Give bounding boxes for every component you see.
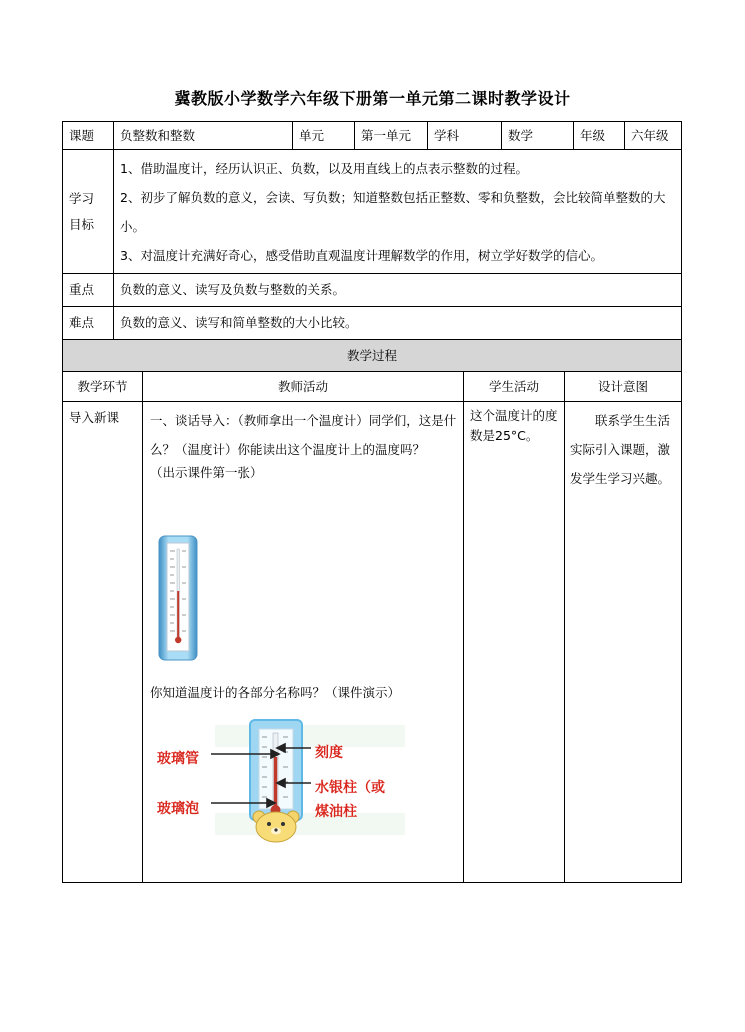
teacher-line: （出示课件第一张） [150, 465, 263, 480]
column-header-text: 教师活动 [277, 378, 328, 394]
subject-label-cell [427, 121, 502, 150]
goals-label-line2: 目标 [69, 216, 95, 232]
topic-label-cell [62, 121, 114, 150]
key-point-value-cell [113, 273, 682, 307]
student-text: 这个温度计的度数是25°C。 [470, 408, 558, 443]
topic-value-cell [113, 121, 293, 150]
column-header-text: 学生活动 [488, 378, 539, 394]
goal-item: 1、借助温度计，经历认识正、负数，以及用直线上的点表示整数的过程。 [120, 161, 528, 176]
unit-label-cell [292, 121, 355, 150]
goals-label-line1: 学习 [69, 190, 95, 206]
grade-value-cell [624, 121, 682, 150]
thermometer-image [158, 535, 198, 661]
difficult-point-value-cell [113, 306, 682, 340]
key-point-label-cell [62, 273, 114, 307]
subject-value: 数学 [508, 127, 534, 143]
column-header-text: 教学环节 [77, 378, 128, 394]
goals-label-cell [62, 149, 114, 274]
page-title: 冀教版小学数学六年级下册第一单元第二课时教学设计 [174, 89, 571, 108]
goal-item: 3、对温度计充满好奇心，感受借助直观温度计理解数学的作用，树立学好数学的信心。 [120, 248, 603, 263]
column-header-stage [62, 371, 143, 402]
column-header-student [463, 371, 565, 402]
teacher-line: 你知道温度计的各部分名称吗？（课件演示） [150, 685, 401, 700]
teacher-activity-cell [142, 401, 464, 883]
student-activity-cell [463, 401, 565, 883]
label-mercury-line1: 水银柱（或 [315, 780, 385, 796]
column-header-intent [564, 371, 682, 402]
intent-text: 联系学生生活实际引入课题，激发学生学习兴趣。 [570, 413, 671, 486]
label-scale: 刻度 [315, 745, 343, 761]
grade-value: 六年级 [631, 127, 669, 143]
difficult-point-label: 难点 [69, 315, 95, 330]
thermometer-icon [158, 535, 198, 661]
label-glass-tube: 玻璃管 [157, 751, 199, 767]
topic-label: 课题 [69, 127, 95, 143]
stage-text: 导入新课 [69, 410, 120, 425]
column-header-teacher [142, 371, 464, 402]
teacher-line: 一、谈话导入：（教师拿出一个温度计）同学们，这是什么？（温度计）你能读出这个温度计上的温度吗？ [150, 413, 457, 457]
thermometer-parts-diagram [155, 717, 415, 843]
column-header-text: 设计意图 [597, 378, 648, 394]
unit-value: 第一单元 [361, 127, 412, 143]
process-heading-cell [62, 339, 682, 372]
goal-item: 2、初步了解负数的意义，会读、写负数；知道整数包括正整数、零和负整数，会比较简单整数的大小。 [120, 190, 666, 234]
difficult-point-label-cell [62, 306, 114, 340]
subject-label: 学科 [434, 127, 460, 143]
unit-value-cell [354, 121, 428, 150]
process-heading: 教学过程 [346, 347, 397, 363]
goals-content-cell [113, 149, 682, 274]
key-point-label: 重点 [69, 282, 95, 297]
grade-label: 年级 [580, 127, 606, 143]
difficult-point-value: 负数的意义、读写和简单整数的大小比较。 [120, 315, 358, 330]
label-glass-bulb: 玻璃泡 [157, 801, 199, 817]
label-mercury-line2: 煤油柱 [315, 804, 357, 820]
design-intent-cell [564, 401, 682, 883]
stage-cell [62, 401, 143, 883]
key-point-value: 负数的意义、读写及负数与整数的关系。 [120, 282, 346, 297]
subject-value-cell [501, 121, 574, 150]
topic-value: 负整数和整数 [120, 127, 196, 143]
unit-label: 单元 [299, 127, 325, 143]
grade-label-cell [573, 121, 625, 150]
